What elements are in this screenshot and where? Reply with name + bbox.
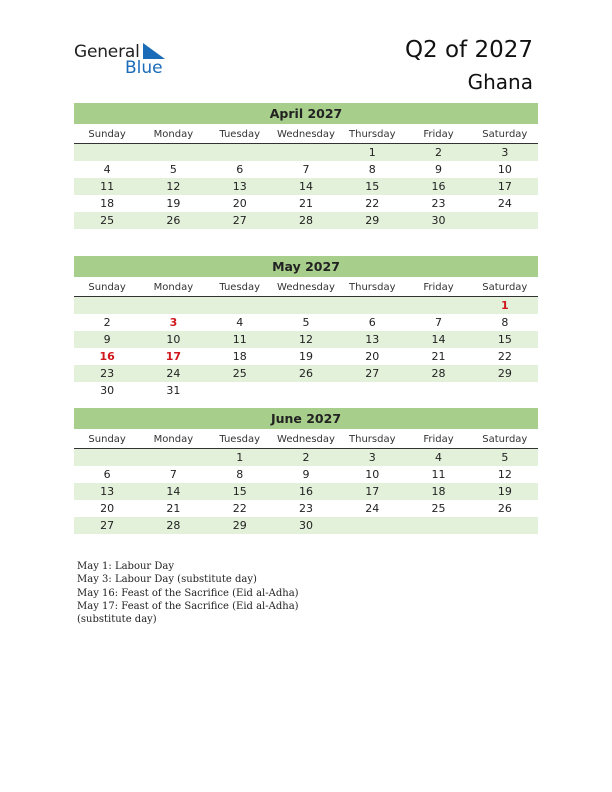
day-cell: 12	[298, 333, 313, 346]
weekday-label: Tuesday	[219, 434, 261, 445]
day-cell: 30	[100, 384, 115, 397]
page-title: Q2 of 2027	[404, 37, 533, 63]
empty-day-cell	[207, 382, 273, 399]
day-cell: 28	[166, 519, 181, 532]
day-cell: 10	[365, 468, 380, 481]
day-cell: 22	[232, 502, 247, 515]
weekday-label: Monday	[153, 129, 194, 140]
week-row	[74, 161, 538, 178]
day-cell: 26	[166, 214, 181, 227]
day-cell: 1	[368, 146, 376, 159]
empty-day-cell	[339, 517, 405, 534]
empty-day-cell	[74, 144, 140, 161]
day-cell: 9	[302, 468, 310, 481]
day-cell: 24	[365, 502, 380, 515]
weekday-label: Monday	[153, 282, 194, 293]
day-cell: 15	[497, 333, 512, 346]
day-cell: 12	[166, 180, 181, 193]
day-cell: 29	[232, 519, 247, 532]
day-cell: 10	[497, 163, 512, 176]
day-cell: 27	[100, 519, 115, 532]
day-cell: 25	[100, 214, 115, 227]
country-name: Ghana	[467, 70, 533, 94]
empty-day-cell	[273, 382, 339, 399]
day-cell: 13	[100, 485, 115, 498]
weekday-label: Wednesday	[277, 129, 335, 140]
day-cell: 15	[365, 180, 380, 193]
weekday-label: Friday	[423, 434, 454, 445]
weekday-label: Thursday	[349, 129, 396, 140]
day-cell: 17	[165, 350, 182, 363]
day-cell: 1	[236, 451, 244, 464]
day-cell: 27	[232, 214, 247, 227]
day-cell: 22	[365, 197, 380, 210]
day-cell: 9	[103, 333, 111, 346]
day-cell: 22	[497, 350, 512, 363]
day-cell: 4	[103, 163, 111, 176]
day-cell: 16	[431, 180, 446, 193]
day-cell: 17	[497, 180, 512, 193]
day-cell: 7	[302, 163, 310, 176]
month-title: June 2027	[74, 408, 538, 429]
day-cell: 12	[497, 468, 512, 481]
weekday-label: Friday	[423, 129, 454, 140]
day-cell: 2	[302, 451, 310, 464]
day-cell: 11	[232, 333, 247, 346]
day-cell: 15	[232, 485, 247, 498]
day-cell: 1	[501, 299, 509, 312]
empty-day-cell	[339, 382, 405, 399]
day-cell: 20	[100, 502, 115, 515]
day-cell: 21	[166, 502, 181, 515]
weekday-label: Sunday	[88, 282, 126, 293]
empty-day-cell	[472, 212, 538, 229]
day-cell: 8	[368, 163, 376, 176]
logo	[74, 42, 174, 76]
empty-day-cell	[140, 297, 206, 314]
day-cell: 20	[365, 350, 380, 363]
weekday-label: Tuesday	[219, 282, 261, 293]
week-row	[74, 212, 538, 229]
day-cell: 23	[431, 197, 446, 210]
day-cell: 17	[365, 485, 380, 498]
month-june	[74, 408, 538, 534]
day-cell: 5	[302, 316, 310, 329]
empty-day-cell	[140, 144, 206, 161]
empty-day-cell	[273, 297, 339, 314]
day-cell: 24	[497, 197, 512, 210]
week-row	[74, 195, 538, 212]
holiday-notes	[77, 560, 347, 626]
day-cell: 31	[166, 384, 181, 397]
week-row	[74, 500, 538, 517]
day-cell: 16	[99, 350, 115, 363]
day-cell: 3	[501, 146, 509, 159]
day-cell: 14	[298, 180, 313, 193]
day-cell: 6	[236, 163, 244, 176]
day-cell: 8	[236, 468, 244, 481]
day-cell: 19	[497, 485, 512, 498]
logo-text-blue: Blue	[125, 58, 163, 78]
day-cell: 3	[368, 451, 376, 464]
day-cell: 19	[298, 350, 313, 363]
day-cell: 4	[236, 316, 244, 329]
week-row	[74, 466, 538, 483]
week-row	[74, 314, 538, 331]
empty-day-cell	[405, 517, 471, 534]
day-cell: 18	[100, 197, 115, 210]
holiday-note: May 3: Labour Day (substitute day)	[77, 574, 257, 586]
day-cell: 23	[298, 502, 313, 515]
empty-day-cell	[405, 382, 471, 399]
empty-day-cell	[207, 297, 273, 314]
day-cell: 5	[169, 163, 177, 176]
weekday-header-row	[74, 127, 538, 144]
week-row	[74, 348, 538, 365]
day-cell: 2	[103, 316, 111, 329]
day-cell: 25	[431, 502, 446, 515]
empty-day-cell	[74, 297, 140, 314]
day-cell: 7	[435, 316, 443, 329]
day-cell: 14	[166, 485, 181, 498]
logo-triangle-icon	[143, 43, 165, 59]
day-cell: 3	[169, 316, 178, 329]
day-cell: 26	[497, 502, 512, 515]
empty-day-cell	[273, 144, 339, 161]
day-cell: 18	[431, 485, 446, 498]
day-cell: 21	[298, 197, 313, 210]
day-cell: 21	[431, 350, 446, 363]
weekday-label: Tuesday	[219, 129, 261, 140]
weekday-label: Wednesday	[277, 434, 335, 445]
week-row	[74, 331, 538, 348]
holiday-note: May 1: Labour Day	[77, 561, 174, 572]
day-cell: 18	[232, 350, 247, 363]
empty-day-cell	[140, 449, 206, 466]
week-row	[74, 365, 538, 382]
weekday-label: Thursday	[349, 282, 396, 293]
day-cell: 25	[232, 367, 247, 380]
day-cell: 27	[365, 367, 380, 380]
empty-day-cell	[207, 144, 273, 161]
day-cell: 16	[298, 485, 313, 498]
day-cell: 10	[166, 333, 181, 346]
weekday-label: Saturday	[482, 434, 528, 445]
empty-day-cell	[405, 297, 471, 314]
day-cell: 29	[365, 214, 380, 227]
weekday-label: Saturday	[482, 129, 528, 140]
week-row	[74, 517, 538, 534]
month-title: April 2027	[74, 103, 538, 124]
weekday-header-row	[74, 280, 538, 297]
day-cell: 28	[298, 214, 313, 227]
month-may	[74, 256, 538, 399]
day-cell: 20	[232, 197, 247, 210]
day-cell: 28	[431, 367, 446, 380]
day-cell: 6	[368, 316, 376, 329]
weekday-label: Sunday	[88, 129, 126, 140]
day-cell: 24	[166, 367, 181, 380]
day-cell: 13	[365, 333, 380, 346]
empty-day-cell	[472, 382, 538, 399]
week-row	[74, 178, 538, 195]
month-april	[74, 103, 538, 229]
week-row	[74, 382, 538, 399]
empty-day-cell	[74, 449, 140, 466]
day-cell: 11	[431, 468, 446, 481]
holiday-note: May 16: Feast of the Sacrifice (Eid al-Adha)	[77, 587, 299, 599]
week-row	[74, 297, 538, 314]
day-cell: 11	[100, 180, 115, 193]
day-cell: 30	[431, 214, 446, 227]
weekday-label: Sunday	[88, 434, 126, 445]
day-cell: 5	[501, 451, 509, 464]
weekday-label: Wednesday	[277, 282, 335, 293]
week-row	[74, 144, 538, 161]
week-row	[74, 449, 538, 466]
day-cell: 4	[435, 451, 443, 464]
weekday-header-row	[74, 432, 538, 449]
day-cell: 14	[431, 333, 446, 346]
day-cell: 8	[501, 316, 509, 329]
empty-day-cell	[339, 297, 405, 314]
day-cell: 26	[298, 367, 313, 380]
day-cell: 7	[169, 468, 177, 481]
month-title: May 2027	[74, 256, 538, 277]
weekday-label: Monday	[153, 434, 194, 445]
day-cell: 2	[435, 146, 443, 159]
weekday-label: Saturday	[482, 282, 528, 293]
day-cell: 29	[497, 367, 512, 380]
day-cell: 30	[298, 519, 313, 532]
day-cell: 13	[232, 180, 247, 193]
weekday-label: Friday	[423, 282, 454, 293]
empty-day-cell	[472, 517, 538, 534]
day-cell: 6	[103, 468, 111, 481]
day-cell: 23	[100, 367, 115, 380]
day-cell: 9	[435, 163, 443, 176]
day-cell: 19	[166, 197, 181, 210]
holiday-note: May 17: Feast of the Sacrifice (Eid al-Adha) (substitute day)	[77, 600, 299, 626]
logo-text-general: General	[74, 42, 140, 62]
weekday-label: Thursday	[349, 434, 396, 445]
week-row	[74, 483, 538, 500]
